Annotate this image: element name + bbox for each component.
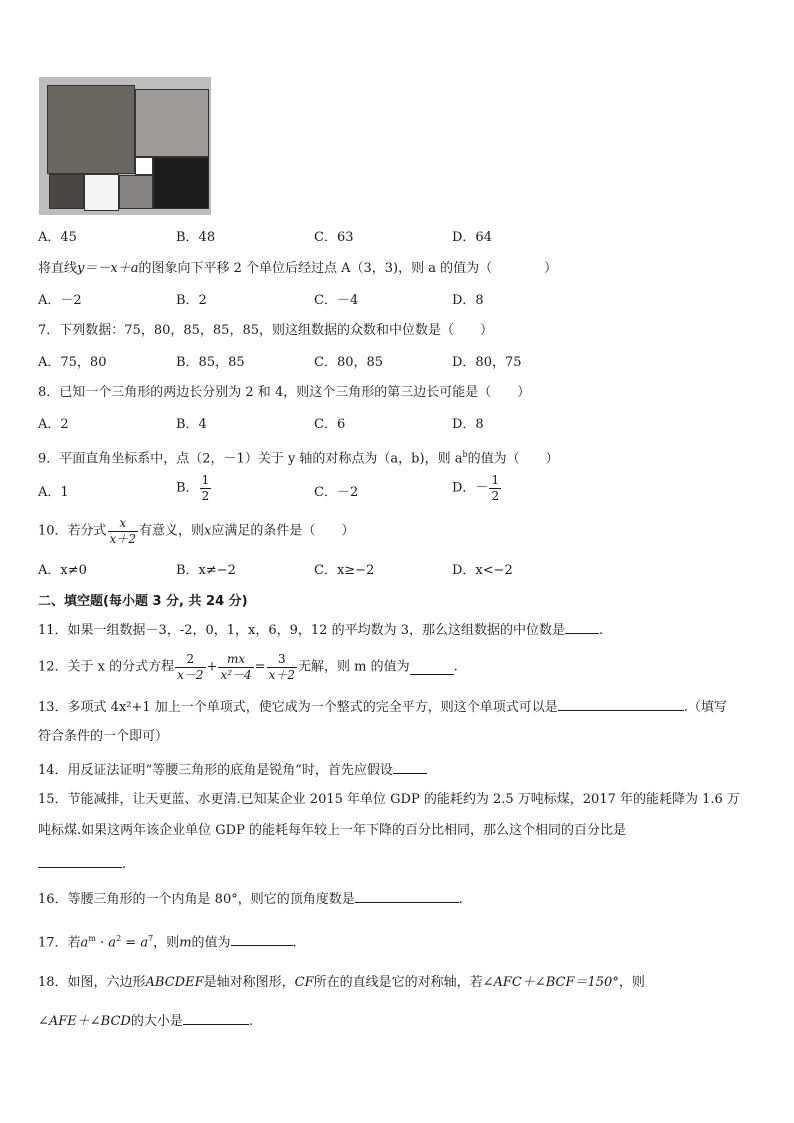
q11-text: 11．如果一组数据－3，-2，0，1，x，6，9，12 的平均数为 3，那么这组数据的中位数是 [38, 623, 565, 638]
q10-option-d: D．x<−2 [452, 563, 513, 578]
q9-option-d-label: D．－ [452, 480, 489, 496]
q9-option-c: C．－2 [314, 485, 359, 500]
q11-end: . [598, 623, 604, 638]
q9-option-b-label: B． [176, 480, 199, 496]
q12-eq: = [254, 659, 266, 675]
q5-option-d: D．64 [452, 230, 492, 245]
question-7: 7．下列数据：75，80，85，85，85，则这组数据的众数和中位数是（ ） [38, 323, 493, 338]
question-18 [38, 974, 645, 992]
q10-fraction [108, 516, 138, 547]
q12-fraction-1 [175, 652, 205, 683]
q9-option-b-den: 2 [201, 489, 210, 503]
q6-pre: 将直线 [38, 261, 78, 276]
q9-post: 的值为（ ） [467, 451, 559, 467]
q10-option-c: C．x≥−2 [314, 563, 375, 578]
question-14 [38, 760, 427, 780]
bottom-left-square [49, 174, 84, 209]
q9-option-b [176, 473, 212, 504]
q12-f3-num: 3 [267, 652, 297, 668]
q12-answer-blank[interactable] [410, 661, 454, 675]
question-11 [38, 620, 603, 640]
section-2-title: 二、填空题(每小题 3 分, 共 24 分) [38, 594, 248, 609]
q17-dot: · a [95, 935, 117, 951]
q9-option-d-num: 1 [491, 473, 500, 487]
bottom-gray-square [119, 175, 153, 209]
question-17 [38, 930, 297, 952]
q12-post: 无解，则 m 的值为 [297, 659, 410, 675]
q8-option-a: A．2 [38, 417, 69, 432]
q10-option-b: B．x≠−2 [176, 563, 236, 578]
q16-answer-blank[interactable] [355, 889, 459, 903]
q6-option-b: B．2 [176, 293, 207, 308]
q18-condition: ∠AFC＋∠BCF＝150° [482, 975, 619, 990]
q9-pre: 9．平面直角坐标系中，点（2，－1）关于 y 轴的对称点为（a，b)，则 a [38, 451, 463, 467]
q5-option-b: B．48 [176, 230, 216, 245]
q12-f1-num: 2 [175, 652, 205, 668]
q8-option-b: B．4 [176, 417, 207, 432]
q13-answer-blank[interactable] [558, 697, 684, 711]
q16-text: 16．等腰三角形的一个内角是 80°，则它的顶角度数是 [38, 892, 355, 907]
q7-option-b: B．85，85 [176, 355, 245, 370]
q9-option-a: A．1 [38, 485, 69, 500]
q8-option-c: C．6 [314, 417, 346, 432]
q16-end: . [458, 892, 463, 907]
q5-option-c: C．63 [314, 230, 354, 245]
question-15-line-3 [38, 854, 126, 874]
q10-post: 有意义，则 [138, 523, 204, 539]
question-16 [38, 889, 463, 909]
question-18-line-2 [38, 1011, 253, 1031]
question-12 [38, 652, 458, 683]
large-square [47, 85, 135, 174]
question-15-line-1: 15．节能减排，让天更蓝、水更清.已知某企业 2015 年单位 GDP 的能耗约为 2.5 万吨标煤，2017 年的能耗降为 1.6 万 [38, 792, 740, 807]
q18-mid: 是轴对称图形， [203, 975, 295, 990]
q6-option-d: D．8 [452, 293, 484, 308]
small-white-square [135, 157, 153, 175]
q13-tail: .（填写 [683, 700, 727, 715]
dark-square [153, 157, 209, 209]
q7-option-a: A．75，80 [38, 355, 107, 370]
q18-axis: CF [294, 975, 314, 990]
squares-figure [39, 77, 211, 215]
q17-sup-1: m [88, 934, 96, 943]
q17-post2: 的值为 [191, 935, 231, 951]
q8-option-d: D．8 [452, 417, 484, 432]
q15-answer-blank[interactable] [38, 854, 122, 868]
q9-option-b-fraction [200, 473, 212, 504]
q12-f2-num: mx [218, 652, 253, 668]
q6-post: 的图象向下平移 2 个单位后经过点 A（3，3)，则 a 的值为（ ） [138, 261, 558, 276]
q12-fraction-2 [218, 652, 253, 683]
q12-f2-den: x²－4 [220, 668, 252, 682]
q17-answer-blank[interactable] [231, 932, 293, 946]
q9-sup: b [462, 450, 468, 459]
q7-option-d: D．80，75 [452, 355, 522, 370]
q17-end: . [292, 935, 297, 951]
q18-end: . [248, 1014, 254, 1029]
q12-pre: 12．关于 x 的分式方程 [38, 659, 175, 675]
q10-var: x [203, 523, 212, 539]
question-13-line-2: 符合条件的一个即可） [38, 729, 169, 744]
q5-option-a: A．45 [38, 230, 77, 245]
question-6 [38, 260, 557, 278]
q17-post: ，则 [153, 935, 180, 951]
q18-line2-post: 的大小是 [130, 1014, 183, 1029]
bottom-white-square [84, 174, 119, 211]
q12-fraction-3 [267, 652, 297, 683]
q10-frac-num: x [108, 516, 138, 532]
question-13 [38, 697, 727, 717]
question-8: 8．已知一个三角形的两边长分别为 2 和 4，则这个三角形的第三边长可能是（ ） [38, 385, 531, 400]
q13-text: 13．多项式 4x²+1 加上一个单项式，使它成为一个整式的完全平方，则这个单项式可以是 [38, 700, 558, 715]
q18-answer-blank[interactable] [183, 1011, 249, 1025]
q12-end: . [453, 659, 458, 675]
q18-expression: ∠AFE＋∠BCD [38, 1014, 131, 1029]
q17-var: m [179, 935, 192, 951]
q10-pre: 10．若分式 [38, 523, 107, 539]
question-15-line-2: 吨标煤.如果这两年该企业单位 GDP 的能耗每年较上一年下降的百分比相同，那么这个相同的百分比是 [38, 823, 626, 838]
q17-expr: a [80, 935, 89, 951]
q17-sup-2: 2 [116, 934, 122, 943]
question-9 [38, 446, 559, 468]
q18-pre: 18．如图，六边形 [38, 975, 146, 990]
q9-option-d [452, 473, 502, 504]
question-10 [38, 516, 354, 547]
q18-post: ，则 [618, 975, 645, 990]
q9-option-b-num: 1 [201, 473, 210, 487]
q15-end: . [122, 857, 127, 872]
q12-plus: + [206, 659, 218, 675]
q11-answer-blank[interactable] [565, 620, 599, 634]
q12-f3-den: x＋2 [268, 668, 295, 682]
q7-option-c: C．80，85 [314, 355, 384, 370]
q17-pre: 17．若 [38, 935, 81, 951]
q14-text: 14．用反证法证明“等腰三角形的底角是锐角”时，首先应假设 [38, 763, 393, 778]
q17-sup-3: 7 [148, 934, 154, 943]
upper-right-square [135, 89, 209, 157]
q18-hexagon: ABCDEF [145, 975, 204, 990]
q17-eq: = a [121, 935, 149, 951]
q10-frac-den: x＋2 [109, 532, 136, 546]
q6-expr: y＝－x＋a [77, 261, 139, 276]
q9-option-d-fraction [489, 473, 501, 504]
q14-answer-blank[interactable] [393, 760, 427, 774]
q9-option-d-den: 2 [491, 489, 500, 503]
q18-mid2: 所在的直线是它的对称轴，若 [313, 975, 483, 990]
q6-option-c: C．－4 [314, 293, 359, 308]
q10-post2: 应满足的条件是（ ） [211, 523, 355, 539]
q6-option-a: A．－2 [38, 293, 82, 308]
q10-option-a: A．x≠0 [38, 563, 87, 578]
q12-f1-den: x－2 [177, 668, 204, 682]
